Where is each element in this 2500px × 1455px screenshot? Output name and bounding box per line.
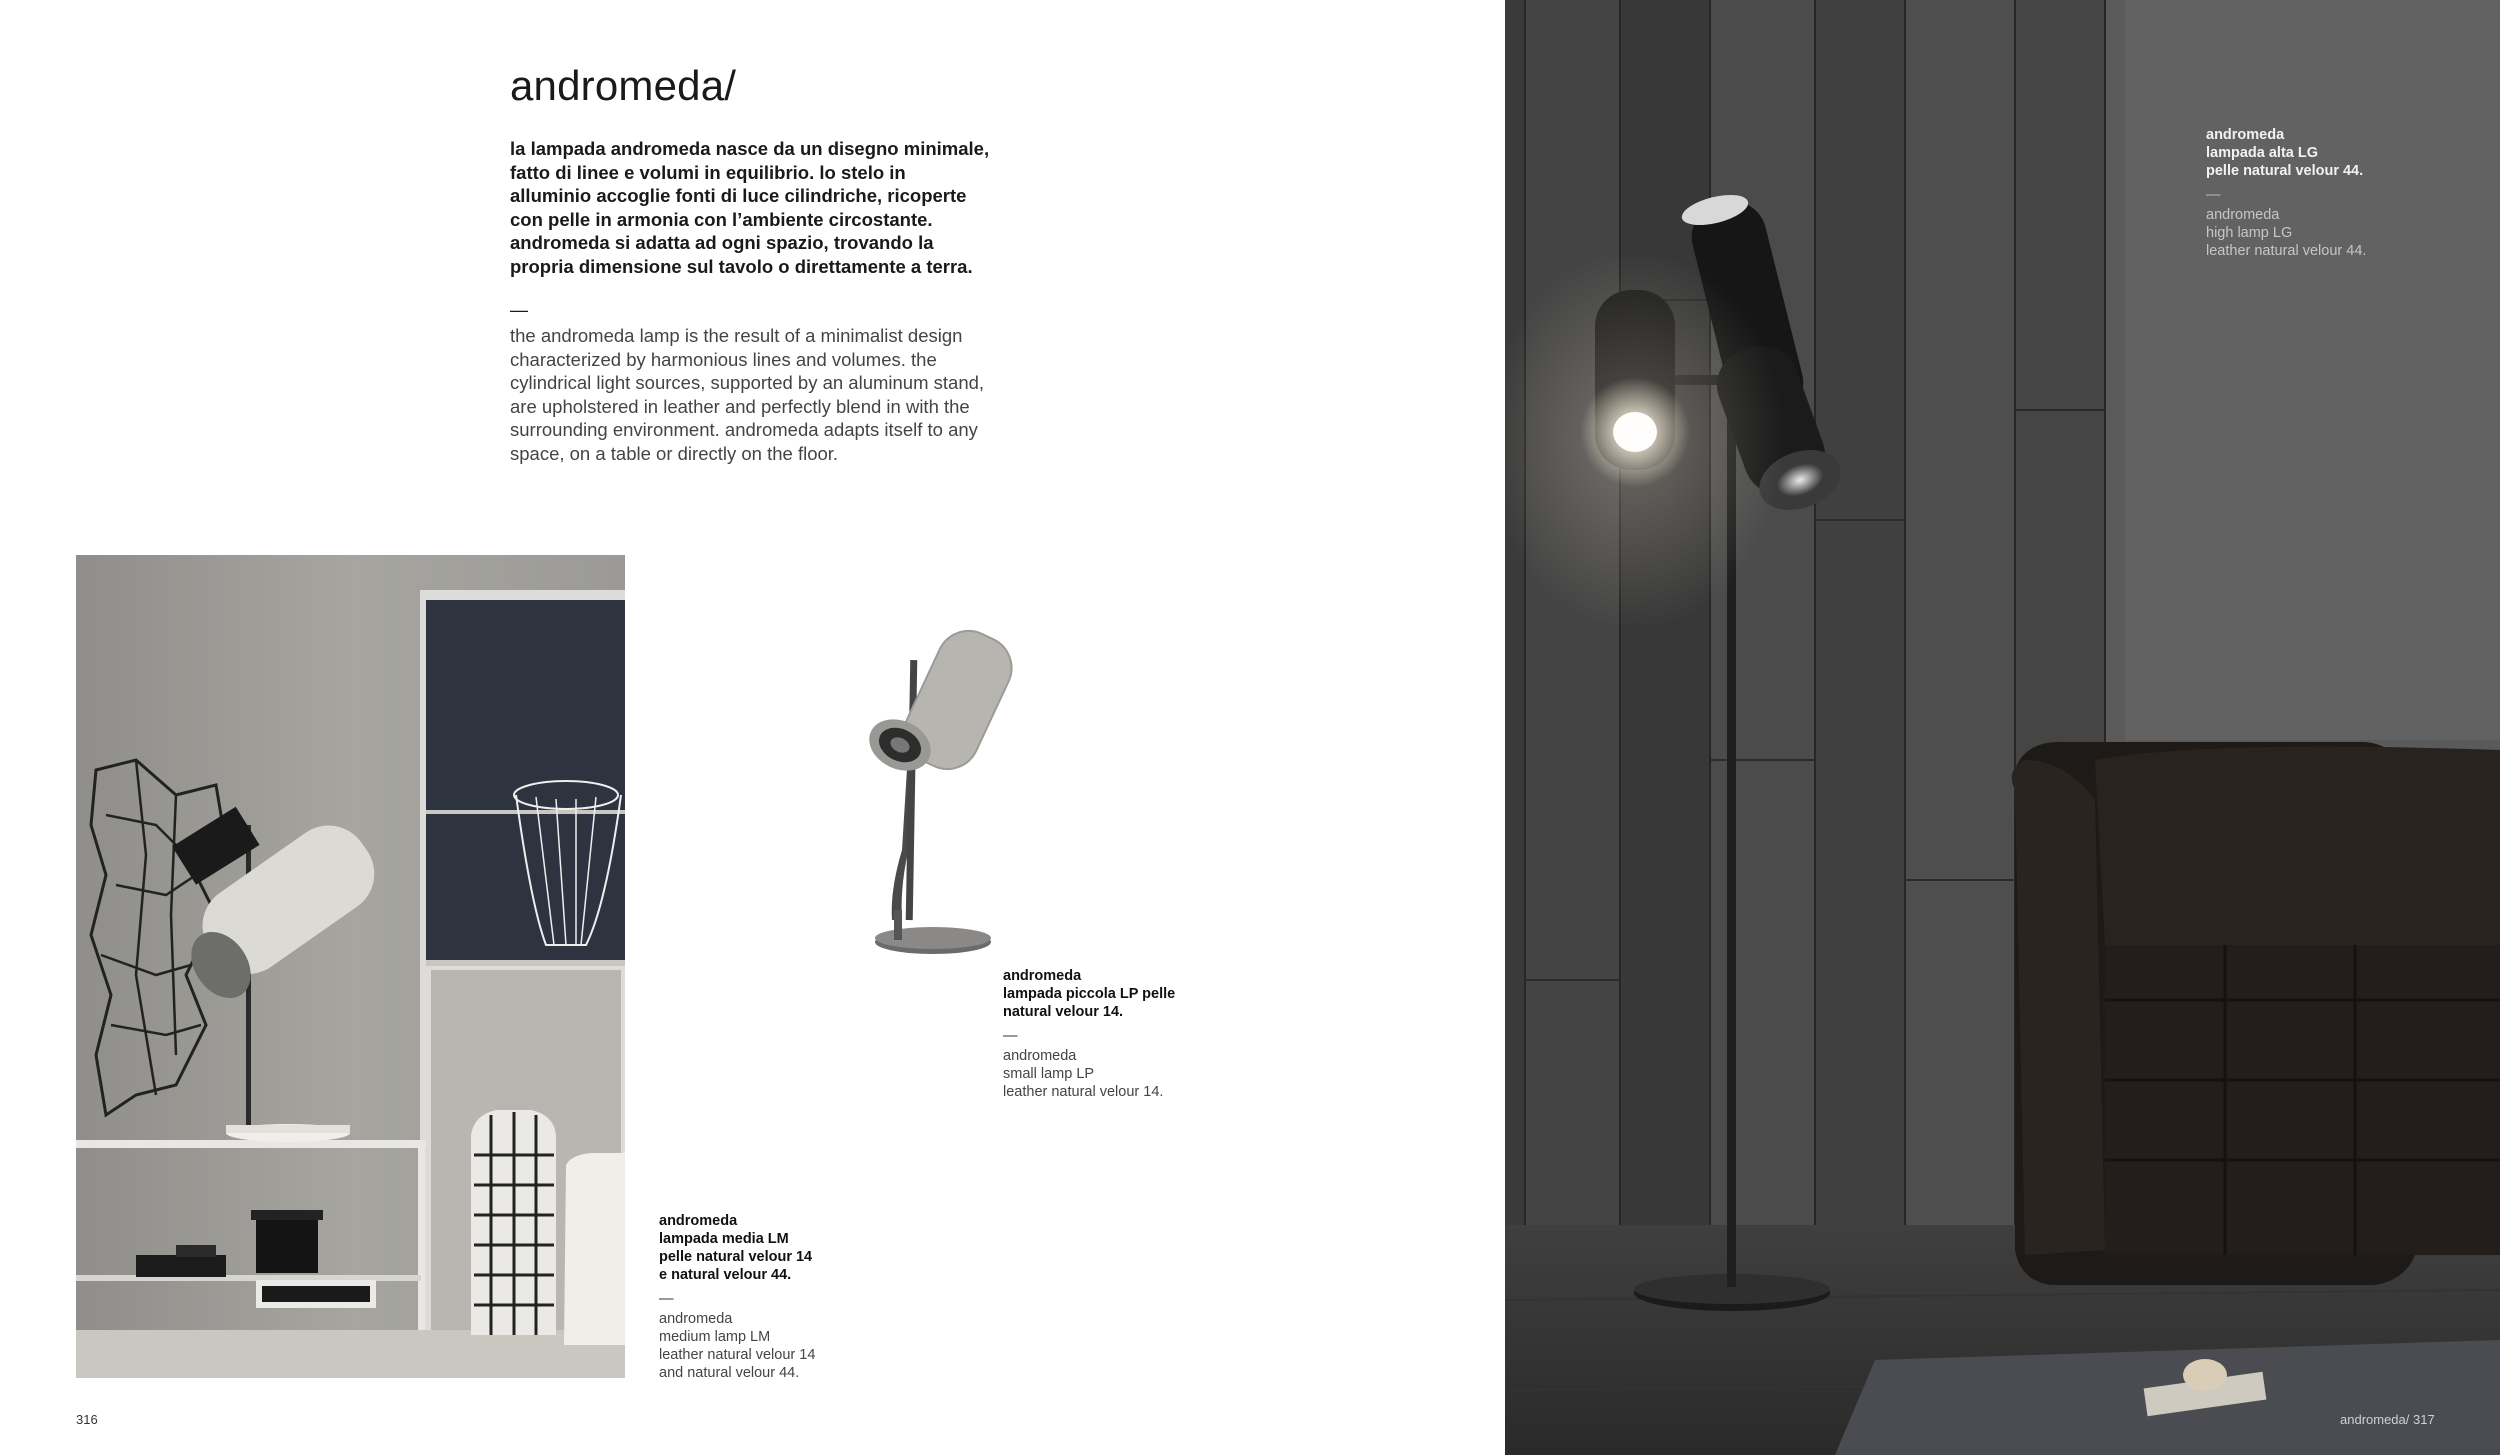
- caption-bold-line: e natural velour 44.: [659, 1267, 792, 1283]
- caption-bold-line: lampada alta LG: [2206, 145, 2319, 161]
- caption-bold-line: pelle natural velour 44.: [2206, 163, 2364, 179]
- caption-line: andromeda: [1003, 1048, 1077, 1064]
- caption-line: leather natural velour 14: [659, 1347, 816, 1363]
- caption-separator: —: [659, 1291, 674, 1307]
- high-lamp-photo: [1505, 0, 2500, 1455]
- medium-lamp-photo: [76, 555, 625, 1378]
- caption-separator: —: [2206, 187, 2221, 203]
- caption-separator: —: [1003, 1028, 1018, 1044]
- page-number-left: 316: [76, 1412, 98, 1427]
- caption-line: andromeda: [659, 1311, 733, 1327]
- page-title: andromeda/: [510, 62, 737, 109]
- caption-bold-line: pelle natural velour 14: [659, 1249, 813, 1265]
- caption-high-lamp: [2206, 126, 2406, 260]
- caption-line: leather natural velour 14.: [1003, 1084, 1164, 1100]
- caption-line: small lamp LP: [1003, 1066, 1095, 1082]
- intro-english: the andromeda lamp is the result of a minimalist design characterized by harmonious lines and volumes. the cylindrical light sources, supported by an aluminum stand, are upholstered in leather and perfectly blend in with the surrounding environment. andromeda adapts itself to any space, on a table or directly on the floor.: [510, 325, 985, 464]
- caption-line: medium lamp LM: [659, 1329, 771, 1345]
- caption-line: high lamp LG: [2206, 225, 2293, 241]
- folio-section-label: andromeda/: [2340, 1412, 2410, 1427]
- intro-separator: —: [510, 300, 528, 320]
- caption-line: andromeda: [2206, 207, 2280, 223]
- caption-line: and natural velour 44.: [659, 1365, 800, 1381]
- caption-bold-line: lampada piccola LP pelle: [1003, 986, 1176, 1002]
- caption-line: leather natural velour 44.: [2206, 243, 2367, 259]
- caption-medium-lamp: [659, 1212, 859, 1382]
- page-number-right: [2340, 1412, 2435, 1427]
- caption-small-lamp: [1003, 967, 1203, 1101]
- caption-bold-line: lampada media LM: [659, 1231, 789, 1247]
- folio-number: 317: [2413, 1412, 2435, 1427]
- caption-bold-line: andromeda: [1003, 968, 1082, 984]
- small-lamp-product-image: [830, 620, 1040, 960]
- intro-italian: la lampada andromeda nasce da un disegno minimale, fatto di linee e volumi in equilibrio. lo stelo in alluminio accoglie fonti di luce cilindriche, ricoperte con pelle in armonia con l’ambiente circostante. andromeda si adatta ad ogni spazio, trovando la propria dimensione sul tavolo o direttamente a terra.: [510, 138, 990, 277]
- caption-bold-line: andromeda: [2206, 127, 2285, 143]
- caption-bold-line: natural velour 14.: [1003, 1004, 1124, 1020]
- caption-bold-line: andromeda: [659, 1213, 738, 1229]
